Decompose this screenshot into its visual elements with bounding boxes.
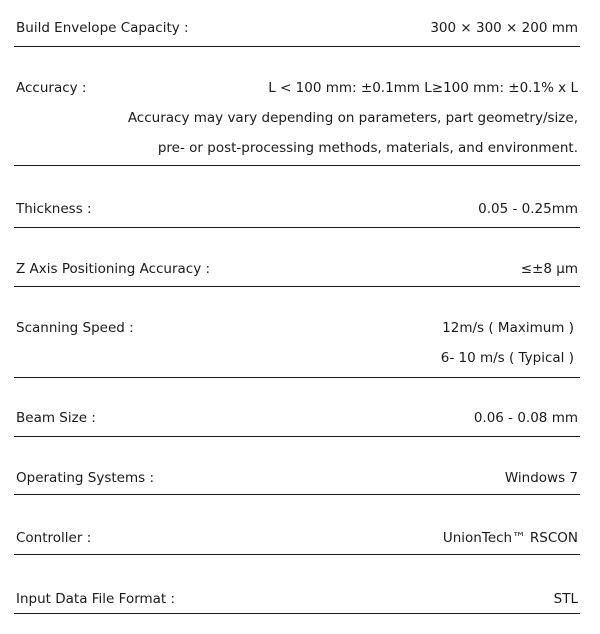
spec-operating-systems bbox=[14, 437, 580, 495]
spec-value: 6- 10 m/s ( Typical ) bbox=[440, 350, 574, 366]
spec-value: 0.05 - 0.25mm bbox=[478, 201, 578, 217]
spec-scanning-speed bbox=[14, 287, 580, 378]
spec-value: 300 × 300 × 200 mm bbox=[430, 20, 578, 36]
spec-label: Z Axis Positioning Accuracy : bbox=[16, 261, 211, 277]
spec-label: Input Data File Format : bbox=[16, 591, 176, 607]
spec-thickness bbox=[14, 165, 580, 228]
spec-label: Controller : bbox=[16, 530, 92, 546]
spec-input-file-format bbox=[14, 555, 580, 614]
spec-value-note: pre- or post-processing methods, materials, and environment. bbox=[157, 140, 578, 156]
spec-value: Windows 7 bbox=[504, 470, 578, 486]
spec-controller bbox=[14, 495, 580, 555]
spec-accuracy bbox=[14, 46, 580, 166]
spec-value: UnionTech™ RSCON bbox=[442, 530, 578, 546]
spec-label: Build Envelope Capacity : bbox=[16, 20, 189, 36]
spec-label: Beam Size : bbox=[16, 410, 96, 426]
spec-value: STL bbox=[553, 591, 578, 607]
spec-build-envelope bbox=[14, 0, 580, 47]
spec-value-note: Accuracy may vary depending on parameters, part geometry/size, bbox=[127, 110, 578, 126]
spec-z-axis-accuracy bbox=[14, 228, 580, 287]
spec-label: Thickness : bbox=[16, 201, 92, 217]
spec-label: Scanning Speed : bbox=[16, 320, 134, 336]
spec-value: ≤±8 μm bbox=[520, 261, 578, 277]
spec-value: 12m/s ( Maximum ) bbox=[442, 320, 574, 336]
spec-value: 0.06 - 0.08 mm bbox=[473, 410, 578, 426]
spec-label: Accuracy : bbox=[16, 80, 87, 96]
spec-value: L < 100 mm: ±0.1mm L≥100 mm: ±0.1% x L bbox=[268, 80, 578, 96]
spec-label: Operating Systems : bbox=[16, 470, 154, 486]
spec-beam-size bbox=[14, 378, 580, 437]
